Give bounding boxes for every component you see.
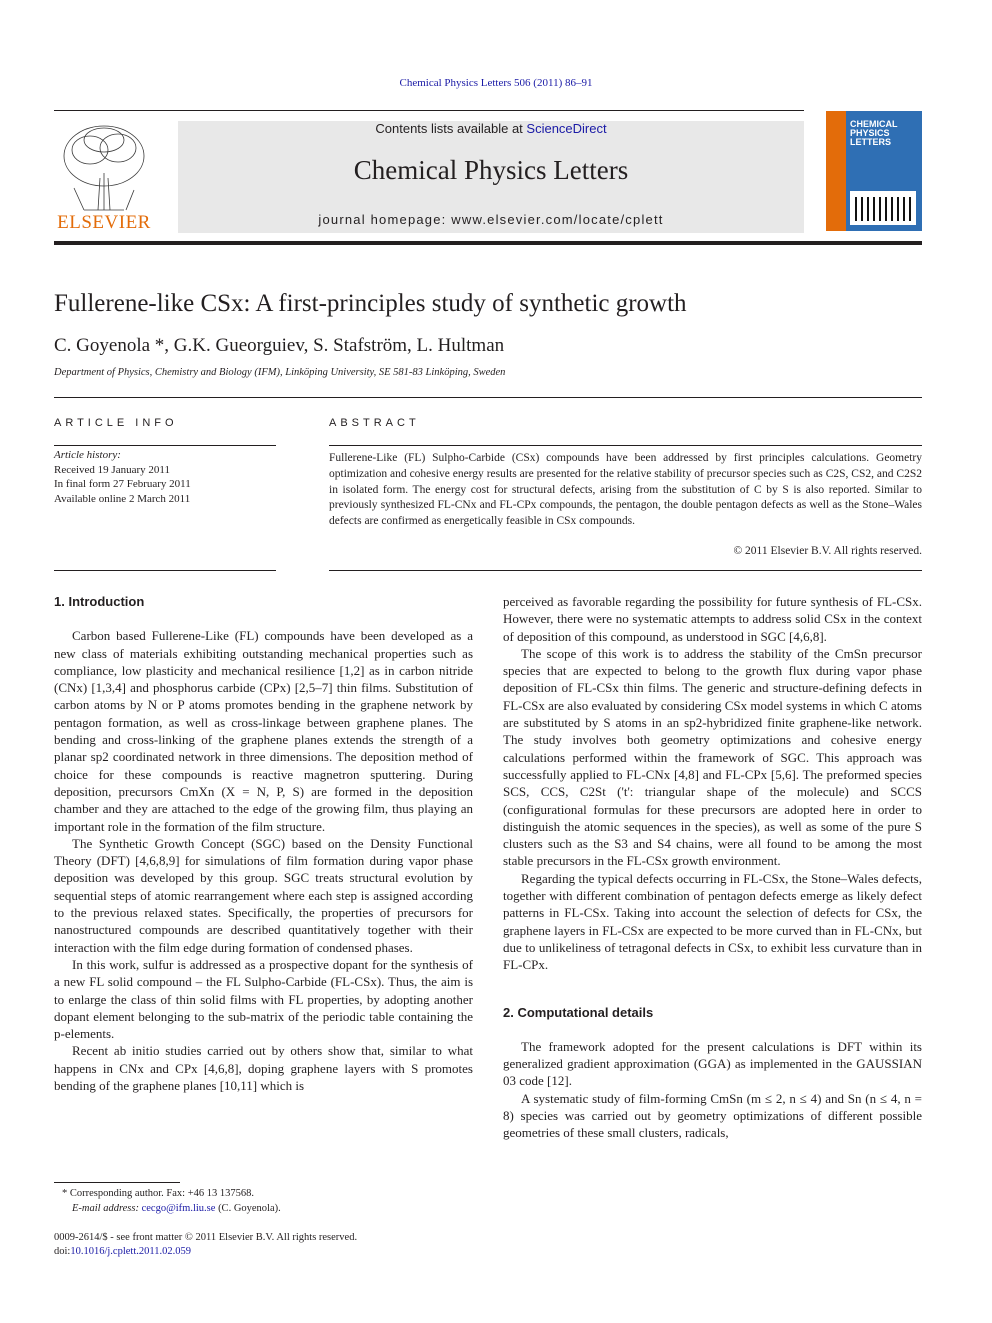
contents-line bbox=[178, 121, 804, 136]
affiliation-rule bbox=[54, 397, 922, 398]
revised-date: In final form 27 February 2011 bbox=[54, 478, 191, 490]
contents-prefix: Contents lists available at bbox=[375, 121, 527, 136]
intro-paragraph-3: In this work, sulfur is addressed as a prospective dopant for the synthesis of a new FL solid compound – the FL Sulpho-Carbide (FL-CSx). Thus, the aim is to enlarge the class of thin solid films with FL properties, by adopting another dopant element belonging to the sub-matrix of the periodic table containing the p-elements. bbox=[54, 956, 473, 1042]
header-thick-rule bbox=[54, 241, 922, 245]
doi-line bbox=[54, 1245, 357, 1259]
received-date: Received 19 January 2011 bbox=[54, 463, 170, 476]
email-link[interactable]: cecgo@ifm.liu.se bbox=[141, 1203, 216, 1214]
article-info-heading: ARTICLE INFO bbox=[54, 417, 178, 429]
email-name: (C. Goyenola). bbox=[218, 1203, 281, 1214]
computational-heading: 2. Computational details bbox=[503, 1004, 654, 1020]
elsevier-wordmark: ELSEVIER bbox=[57, 212, 151, 233]
intro-paragraph-1: Carbon based Fullerene-Like (FL) compounds have been developed as a new class of materials exhibiting outstanding mechanical properties such as compliance, low plasticity and mechanical resilience [1,2] as in carbon nitride (CNx) [1,3,4] and phosphorus carbide (CPx) [2,5–7] thin films. Substitution of carbon atoms by N or P atoms promotes bending in the graphene network by pentagon formation, as well as cross-linkage between graphene planes. The bending and cross-linking of the graphene planes extends the strength of a planar sp2 coordinated network in three dimensions. The deposition method of choice for these compounds is reactive magnetron sputtering. During deposition, precursors CmXn (X = N, P, S) are formed in the deposition chamber and they are attached to the edge of the growing film, thus playing an important role in the formation of the film structure. bbox=[54, 628, 473, 834]
sciencedirect-link[interactable]: ScienceDirect bbox=[526, 121, 607, 136]
header-rule bbox=[54, 110, 804, 111]
right-paragraph-2: The scope of this work is to address the stability of the CmSn precursor species that are expected to belong to the growth flux during vapor phase deposition of FL-CSx thin films. The generic and structure-defining defects in FL-CSx are also evaluated by considering CSx model systems in which C atoms are substituted by S atoms in an sp2-hybridized finite graphene-like network. The study involves both geometry optimizations and cohesive energy calculations performed within the framework of SGC. This approach was successfully applied to FL-CNx [4,8] and FL-CPx [5,6]. The preformed species SCS, CCS, C2St ('t': triangular shape of the molecule) and SCCS (configurational formulas for these precursors are adopted here in order to distinguish the atomic sequences in the species), as well as some of the pure S clusters such as the S3 and S4 chains, were all found to be among the most stable precursors in the FL-CSx growth environment. bbox=[503, 645, 922, 869]
doi-link[interactable]: 10.1016/j.cplett.2011.02.059 bbox=[70, 1246, 191, 1257]
front-matter bbox=[54, 1231, 357, 1259]
email-line bbox=[54, 1201, 281, 1216]
body-right-column bbox=[503, 593, 922, 1142]
abstract-heading: ABSTRACT bbox=[329, 417, 420, 429]
abstract-text: Fullerene-Like (FL) Sulpho-Carbide (CSx) compounds have been addressed by first principles calculations. Geometry optimization and cohesive energy results are presented for the relative stability of precursor species such as C2S, CS2, and C2S2 in isolated form. The energy cost for structural defects, arising from the substitution of C by S is also reported. Similar to previously synthesized FL-CNx and FL-CPx compounds, the pentagon, the double pentagon defects as well as the Stone–Wales defects are confirmed as energetically feasible in CSx compounds. bbox=[329, 452, 922, 528]
computational-paragraph-1: The framework adopted for the present calculations is DFT within its generalized gradient approximation (GGA) as implemented in the GAUSSIAN 03 code [12]. bbox=[503, 1038, 922, 1089]
corresponding-author: * Corresponding author. Fax: +46 13 137568. bbox=[62, 1188, 254, 1199]
article-info-rule bbox=[54, 445, 276, 446]
article-title bbox=[54, 290, 687, 318]
affiliation: Department of Physics, Chemistry and Biology (IFM), Linköping University, SE 581-83 Linköping, Sweden bbox=[54, 367, 506, 378]
computational-paragraph-2: A systematic study of film-forming CmSn (m ≤ 2, n ≤ 4) and Sn (n ≤ 4, n = 8) species was carried out by geometry optimizations of different possible geometries of these small clusters, radicals, bbox=[503, 1090, 922, 1141]
footnote-rule bbox=[54, 1182, 180, 1183]
intro-paragraph-2: The Synthetic Growth Concept (SGC) based on the Density Functional Theory (DFT) [4,6,8,9] for simulations of film formation during vapor phase deposition was developed by this group. SGC treats structural evolution by sequential steps of atomic rearrangement where each step is assigned according to the previous relaxed states. Specifically, the properties of precursors for nanostructured compounds are described quantitatively together with their interaction with the film edge during formation of condensed phases. bbox=[54, 835, 473, 955]
right-paragraph-1: perceived as favorable regarding the possibility for future synthesis of FL-CSx. However, there were no systematic attempts to address solid CSx in the context of deposition of this compound, as understood in SGC [4,6,8]. bbox=[503, 594, 922, 644]
body-left-column bbox=[54, 593, 473, 1094]
abstract-bottom-rule bbox=[329, 570, 922, 571]
right-paragraph-3: Regarding the typical defects occurring in FL-CSx, the Stone–Wales defects, together with different combination of pentagon defects emerge as likely defect patterns in FL-CSx. Taking into account the selection of defects for CSx, the graphene layers in FL-CSx are expected to be more curved than in FL-CNx, but due to unlikeliness of tetragonal defects in CSx, to exhibit less curvature than in FL-CPx. bbox=[503, 870, 922, 973]
introduction-heading: 1. Introduction bbox=[54, 594, 145, 609]
journal-homepage[interactable]: journal homepage: www.elsevier.com/locate/cplett bbox=[318, 212, 664, 227]
article-title-text: Fullerene-like CSx: A first-principles study of synthetic growth bbox=[54, 290, 687, 317]
article-history bbox=[54, 448, 191, 506]
history-label: Article history: bbox=[54, 449, 121, 461]
issn-line: 0009-2614/$ - see front matter © 2011 Elsevier B.V. All rights reserved. bbox=[54, 1232, 358, 1243]
author-list: C. Goyenola *, G.K. Gueorguiev, S. Stafström, L. Hultman bbox=[54, 335, 505, 356]
intro-paragraph-4: Recent ab initio studies carried out by others show that, similar to what happens in CNx and CPx [4,6,8], doping graphene layers with S promotes bending of the graphene planes [10,11] which is bbox=[54, 1043, 473, 1094]
article-info-bottom-rule bbox=[54, 570, 276, 571]
journal-reference[interactable]: Chemical Physics Letters 506 (2011) 86–91 bbox=[399, 77, 593, 89]
cover-graphic-icon bbox=[850, 191, 916, 225]
elsevier-logo bbox=[54, 118, 154, 236]
footnote bbox=[54, 1186, 281, 1216]
online-date: Available online 2 March 2011 bbox=[54, 492, 191, 505]
doi-prefix: doi: bbox=[54, 1246, 71, 1257]
email-label: E-mail address: bbox=[72, 1203, 139, 1214]
cover-title: CHEMICAL PHYSICS LETTERS bbox=[850, 119, 898, 147]
abstract-rule bbox=[329, 445, 922, 446]
abstract-copyright: © 2011 Elsevier B.V. All rights reserved. bbox=[733, 545, 922, 557]
cover-stripe bbox=[826, 111, 846, 231]
journal-title: Chemical Physics Letters bbox=[353, 155, 629, 185]
